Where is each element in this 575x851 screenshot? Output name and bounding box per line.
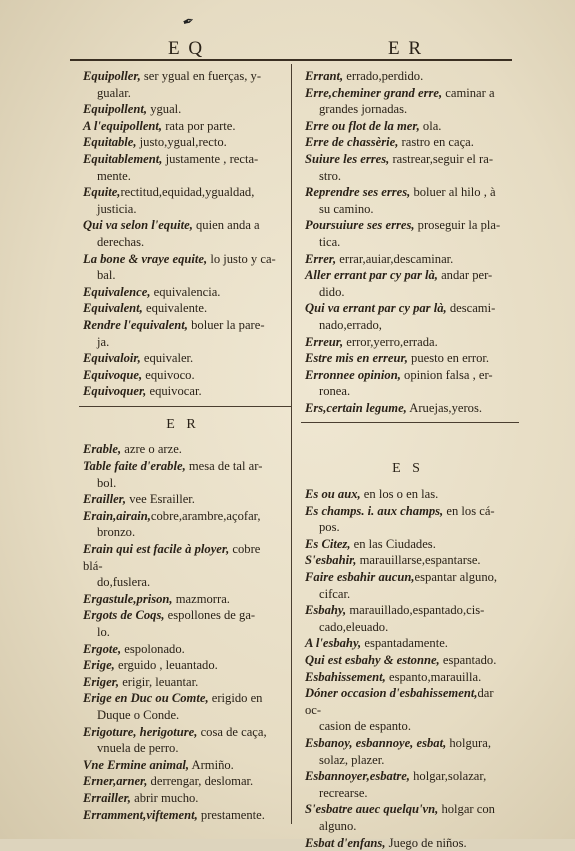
- definition: en los o en las.: [360, 487, 439, 502]
- definition: cobre blá-: [83, 542, 261, 573]
- dictionary-entry: [305, 68, 511, 85]
- dictionary-entry: [305, 251, 511, 268]
- definition: dido.: [319, 284, 345, 299]
- headword: Rendre l'equivalent,: [83, 317, 188, 332]
- dictionary-entry: [83, 134, 283, 151]
- entry-continuation: [83, 201, 283, 218]
- definition: derechas.: [97, 234, 145, 249]
- dictionary-entry: [305, 552, 511, 569]
- headword: Equipoller,: [83, 69, 141, 83]
- definition: casion de espanto.: [319, 719, 411, 734]
- dictionary-entry: [83, 101, 283, 118]
- dictionary-entry: [305, 300, 511, 317]
- right-column: [305, 68, 511, 851]
- headword: Qui est esbahy & estonne,: [305, 653, 440, 667]
- dictionary-entry: [305, 85, 511, 102]
- dictionary-entry: [83, 607, 283, 624]
- headword: Erre,cheminer grand erre,: [305, 85, 443, 100]
- headword: Errant,: [305, 69, 344, 83]
- headword: Ers,certain legume,: [305, 400, 407, 415]
- dictionary-entry: [83, 317, 283, 334]
- dictionary-entry: [83, 491, 283, 508]
- definition: ja.: [97, 334, 110, 349]
- headword: S'esbahir,: [305, 553, 357, 568]
- dictionary-entry: [305, 486, 511, 503]
- dictionary-entry: [83, 773, 283, 790]
- entries-es: [305, 486, 511, 851]
- headword: Errer,: [305, 251, 337, 266]
- headword: Qui va selon l'equite,: [83, 218, 193, 233]
- entry-continuation: [305, 519, 511, 536]
- headword: Equivoquer,: [83, 384, 147, 399]
- dictionary-entry: [305, 334, 511, 351]
- dictionary-entry: [83, 724, 283, 741]
- definition: prestamente.: [197, 807, 265, 822]
- dictionary-entry: [83, 690, 283, 707]
- headword: S'esbatre auec quelqu'vn,: [305, 802, 439, 817]
- dictionary-entry: [305, 367, 511, 384]
- definition: rastrear,seguir el ra-: [389, 151, 494, 166]
- running-head-right: E R: [388, 38, 424, 59]
- headword: Ergastule,prison,: [83, 591, 173, 606]
- dictionary-entry: [305, 768, 511, 785]
- definition: equivoco.: [142, 367, 195, 382]
- definition: cobre,arambre,açofar,: [150, 508, 261, 523]
- headword: Dóner occasion d'esbahissement,: [305, 686, 478, 701]
- headword: Table faite d'erable,: [83, 459, 186, 474]
- definition: equivocar.: [146, 384, 202, 399]
- entry-continuation: [305, 619, 511, 636]
- definition: en las Ciudades.: [350, 536, 436, 551]
- dictionary-entry: [305, 652, 511, 669]
- headword: Es Citez,: [305, 536, 351, 551]
- entry-continuation: [83, 524, 283, 541]
- definition: gualar.: [97, 85, 131, 100]
- definition: boluer la pare-: [187, 317, 265, 332]
- definition: grandes jornadas.: [319, 102, 408, 117]
- headword: Erreur,: [305, 334, 344, 349]
- definition: do,fuslera.: [97, 575, 151, 590]
- headword: Reprendre ses erres,: [305, 185, 411, 200]
- entry-continuation: [305, 168, 511, 185]
- definition: su camino.: [319, 201, 374, 216]
- dictionary-entry: [83, 591, 283, 608]
- entry-continuation: [305, 752, 511, 769]
- headword: Estre mis en erreur,: [305, 351, 408, 366]
- section-gap: [305, 423, 511, 451]
- definition: mesa de tal ar-: [185, 459, 263, 474]
- definition: justo,ygual,recto.: [136, 135, 227, 150]
- definition: descami-: [446, 301, 496, 316]
- definition: erguido , leuantado.: [114, 658, 218, 673]
- definition: proseguir la pla-: [414, 218, 501, 233]
- dictionary-entry: [83, 151, 283, 168]
- definition: puesto en error.: [407, 351, 490, 366]
- dictionary-entry: [305, 569, 511, 586]
- headword: Erige,: [83, 658, 115, 673]
- headword: Es ou aux,: [305, 487, 361, 502]
- dictionary-entry: [83, 251, 283, 268]
- definition: espollones de ga-: [164, 608, 256, 623]
- dictionary-entry: [83, 757, 283, 774]
- definition: holgura,: [446, 735, 491, 750]
- dictionary-entry: [305, 184, 511, 201]
- headword: A l'esbahy,: [305, 636, 362, 651]
- definition: bal.: [97, 268, 116, 283]
- dictionary-entry: [83, 657, 283, 674]
- entries-eq: [83, 68, 283, 400]
- definition: errar,auiar,descaminar.: [336, 251, 454, 266]
- headword: Erable,: [83, 442, 122, 457]
- entry-continuation: [83, 85, 283, 102]
- definition: vnuela de perro.: [97, 741, 179, 756]
- definition: bronzo.: [97, 525, 136, 540]
- entry-continuation: [305, 101, 511, 118]
- definition: alguno.: [319, 818, 357, 833]
- headword: Equivaloir,: [83, 351, 141, 366]
- section-heading-er: E R: [166, 416, 200, 432]
- definition: mente.: [97, 168, 131, 183]
- dictionary-entry: [305, 134, 511, 151]
- entries-er: [83, 441, 283, 823]
- headword: Esbanoy, esbannoye, esbat,: [305, 735, 447, 750]
- headword: Esbat d'enfans,: [305, 835, 386, 850]
- dictionary-entry: [83, 367, 283, 384]
- dictionary-entry: [305, 602, 511, 619]
- entries-er-right: [305, 68, 511, 416]
- entry-continuation: [305, 234, 511, 251]
- entry-continuation: [83, 475, 283, 492]
- entry-continuation: [305, 818, 511, 835]
- definition: errado,perdido.: [343, 69, 424, 83]
- definition: espantado.: [439, 653, 497, 667]
- dictionary-entry: [83, 790, 283, 807]
- left-column: [83, 68, 283, 823]
- dictionary-entry: [83, 441, 283, 458]
- ink-mark: ✒: [180, 13, 197, 32]
- dictionary-entry: [83, 458, 283, 475]
- definition: espantar alguno,: [414, 570, 498, 585]
- definition: Juego de niños.: [385, 835, 467, 850]
- entry-continuation: [305, 284, 511, 301]
- dictionary-entry: [305, 635, 511, 652]
- headword: Suiure les erres,: [305, 151, 390, 166]
- headword: Qui va errant par cy par là,: [305, 301, 447, 316]
- headword: Ergote,: [83, 641, 122, 656]
- entry-continuation: [83, 707, 283, 724]
- definition: en los cá-: [443, 503, 495, 518]
- headword: La bone & vraye equite,: [83, 251, 208, 266]
- definition: espantadamente.: [361, 636, 448, 651]
- definition: rastro en caça.: [398, 135, 474, 150]
- definition: justicia.: [97, 201, 137, 216]
- headword: Erigoture, herigoture,: [83, 724, 198, 739]
- headword: Faire esbahir aucun,: [305, 570, 415, 585]
- entry-continuation: [83, 574, 283, 591]
- column-rule: [291, 64, 292, 824]
- definition: solaz, plazer.: [319, 752, 385, 767]
- dictionary-entry: [305, 118, 511, 135]
- headword: Erain,airain,: [83, 508, 151, 523]
- headword: Ergots de Coqs,: [83, 608, 165, 623]
- definition: ygual.: [147, 102, 182, 117]
- headword: A l'equipollent,: [83, 118, 163, 133]
- dictionary-entry: [83, 184, 283, 201]
- dictionary-entry: [83, 68, 283, 85]
- headword: Vne Ermine animal,: [83, 757, 190, 772]
- definition: nado,errado,: [319, 317, 382, 332]
- definition: abrir mucho.: [130, 790, 199, 805]
- definition: marauillarse,espantarse.: [356, 553, 481, 568]
- definition: ser ygual en fuerças, y-: [140, 69, 262, 83]
- entry-continuation: [83, 334, 283, 351]
- definition: holgar,solazar,: [409, 769, 487, 784]
- entry-continuation: [305, 785, 511, 802]
- definition: marauillado,espantado,cis-: [346, 603, 485, 618]
- definition: equivalencia.: [150, 284, 221, 299]
- dictionary-entry: [305, 350, 511, 367]
- headword: Erain qui est facile à ployer,: [83, 542, 230, 557]
- definition: derrengar, deslomar.: [147, 774, 254, 789]
- dictionary-entry: [305, 735, 511, 752]
- dictionary-entry: [305, 835, 511, 851]
- headword: Esbannoyer,esbatre,: [305, 769, 410, 784]
- definition: justamente , recta-: [162, 151, 259, 166]
- definition: espolonado.: [121, 641, 185, 656]
- dictionary-entry: [83, 118, 283, 135]
- dictionary-entry: [305, 217, 511, 234]
- entry-continuation: [305, 317, 511, 334]
- headword: Erige en Duc ou Comte,: [83, 691, 209, 706]
- headword: Equite,: [83, 185, 121, 200]
- dictionary-entry: [305, 536, 511, 553]
- definition: cado,eleuado.: [319, 619, 389, 634]
- headword: Erramment,viftement,: [83, 807, 198, 822]
- definition: andar per-: [437, 268, 493, 283]
- dictionary-entry: [83, 674, 283, 691]
- dictionary-entry: [83, 641, 283, 658]
- dictionary-entry: [83, 284, 283, 301]
- dictionary-entry: [83, 807, 283, 824]
- definition: rata por parte.: [162, 118, 236, 133]
- headword: Eriger,: [83, 674, 120, 689]
- headword: Erre ou flot de la mer,: [305, 118, 420, 133]
- definition: boluer al hilo , à: [410, 185, 496, 200]
- headword: Esbahissement,: [305, 669, 386, 684]
- definition: equivalente.: [142, 301, 208, 316]
- definition: lo.: [97, 625, 110, 639]
- definition: Armiño.: [189, 757, 234, 772]
- definition: pos.: [319, 520, 340, 535]
- definition: Aruejas,yeros.: [406, 400, 483, 415]
- definition: caminar a: [442, 85, 495, 100]
- headword: Erailler,: [83, 492, 127, 507]
- definition: stro.: [319, 168, 342, 183]
- headword: Aller errant par cy par là,: [305, 268, 438, 283]
- entry-continuation: [83, 267, 283, 284]
- dictionary-entry: [305, 267, 511, 284]
- definition: holgar con: [438, 802, 495, 817]
- section-heading-es: E S: [392, 461, 424, 477]
- dictionary-entry: [83, 217, 283, 234]
- entry-continuation: [83, 168, 283, 185]
- definition: equivaler.: [140, 351, 194, 366]
- headword: Errailler,: [83, 790, 131, 805]
- entry-continuation: [83, 234, 283, 251]
- headword: Esbahy,: [305, 603, 347, 618]
- definition: mazmorra.: [172, 591, 230, 606]
- definition: bol.: [97, 475, 117, 490]
- entry-continuation: [83, 624, 283, 641]
- headword: Erre de chassèrie,: [305, 135, 399, 150]
- entry-continuation: [305, 201, 511, 218]
- headword: Erronnee opinion,: [305, 367, 401, 382]
- headword: Equivalence,: [83, 284, 151, 299]
- dictionary-entry: [83, 350, 283, 367]
- running-head-left: E Q: [168, 38, 205, 59]
- dictionary-entry: [83, 383, 283, 400]
- dictionary-entry: [305, 801, 511, 818]
- definition: azre o arze.: [121, 442, 182, 457]
- dictionary-entry: [305, 669, 511, 686]
- dictionary-entry: [83, 300, 283, 317]
- entry-continuation: [305, 718, 511, 735]
- dictionary-entry: [305, 685, 511, 718]
- headword: Equivoque,: [83, 367, 143, 382]
- dictionary-entry: [305, 400, 511, 417]
- definition: dar oc-: [305, 686, 494, 717]
- definition: erigido en: [208, 691, 263, 706]
- section-rule-left: [79, 406, 291, 407]
- definition: rectitud,equidad,ygualdad,: [120, 185, 255, 200]
- definition: ronea.: [319, 384, 351, 399]
- definition: recrearse.: [319, 785, 368, 800]
- entry-continuation: [305, 383, 511, 400]
- definition: ola.: [419, 118, 442, 133]
- dictionary-entry: [83, 541, 283, 574]
- dictionary-entry: [305, 503, 511, 520]
- definition: erigir, leuantar.: [119, 674, 199, 689]
- headword: Equitablement,: [83, 151, 163, 166]
- header-rule: [70, 59, 512, 61]
- definition: cifcar.: [319, 586, 351, 601]
- dictionary-entry: [83, 508, 283, 525]
- definition: opinion falsa , er-: [400, 367, 493, 382]
- definition: espanto,marauilla.: [385, 669, 482, 684]
- headword: Es champs. i. aux champs,: [305, 503, 444, 518]
- entry-continuation: [305, 586, 511, 603]
- dictionary-entry: [305, 151, 511, 168]
- headword: Erner,arner,: [83, 774, 148, 789]
- definition: lo justo y ca-: [207, 251, 276, 266]
- definition: quien anda a: [192, 218, 260, 233]
- entry-continuation: [83, 740, 283, 757]
- headword: Equivalent,: [83, 301, 143, 316]
- definition: vee Esrailler.: [126, 492, 195, 507]
- definition: Duque o Conde.: [97, 707, 180, 722]
- definition: error,yerro,errada.: [343, 334, 438, 349]
- definition: cosa de caça,: [197, 724, 267, 739]
- definition: tica.: [319, 234, 341, 249]
- headword: Equipollent,: [83, 102, 148, 117]
- headword: Poursuiure ses erres,: [305, 218, 415, 233]
- headword: Equitable,: [83, 135, 137, 150]
